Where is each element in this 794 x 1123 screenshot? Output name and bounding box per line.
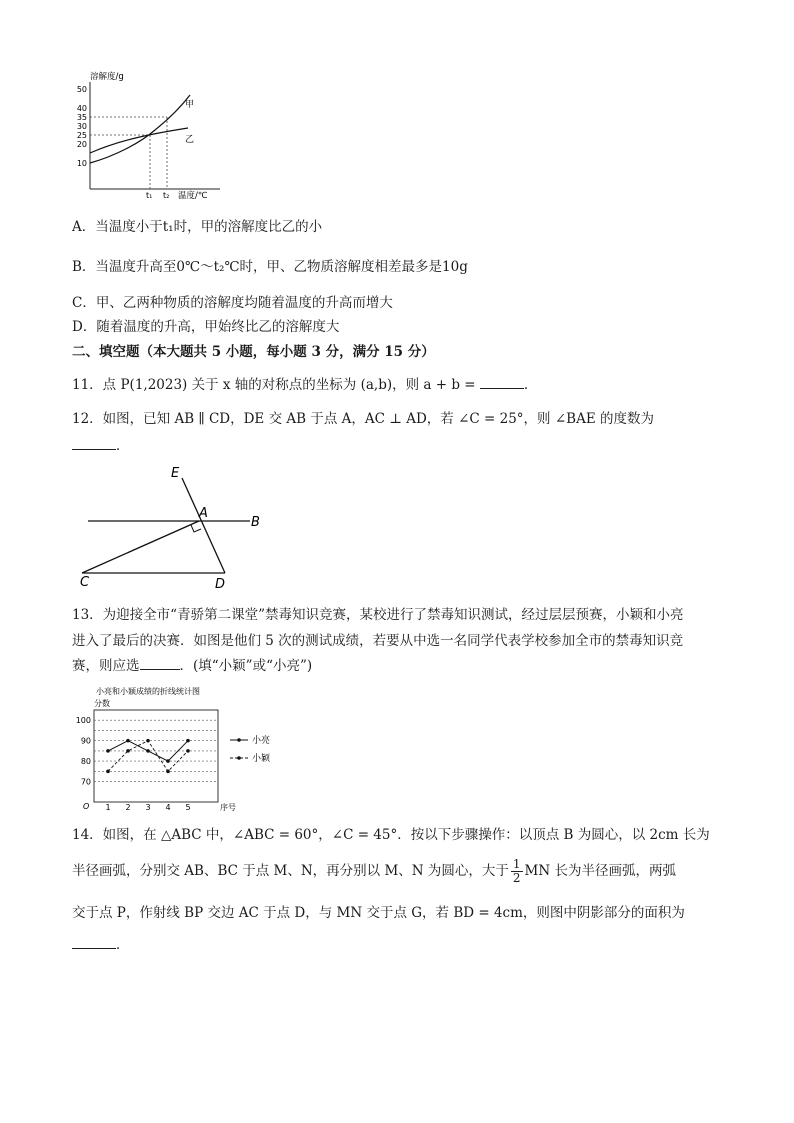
- svg-text:10: 10: [76, 159, 87, 168]
- fraction-half: 1 2: [512, 856, 521, 885]
- chart-ytick-label: 90: [80, 736, 91, 746]
- option-a: A．当温度小于t₁时，甲的溶解度比乙的小: [72, 219, 323, 235]
- legend-label: 小亮: [252, 736, 271, 746]
- question-12-answer: ．: [72, 437, 130, 455]
- fig1-yticks: [77, 85, 87, 168]
- chart-title: 小亮和小颖成绩的折线统计图: [96, 687, 200, 696]
- question-13-line3: 赛，则应选 ．(填“小颖”或“小亮”): [72, 658, 313, 674]
- answer-blank-12[interactable]: [72, 449, 116, 450]
- question-11: 11．点 P(1,2023) 关于 x 轴的对称点的坐标为 (a,b)，则 a + b = ．: [72, 377, 538, 393]
- answer-blank-14[interactable]: [72, 948, 116, 949]
- legend-label: 小颖: [252, 754, 271, 764]
- svg-text:30: 30: [76, 122, 87, 131]
- section-2-heading: 二、填空题（本大题共 5 小题，每小题 3 分，满分 15 分）: [72, 344, 435, 360]
- point-b: B: [251, 515, 260, 530]
- fig1-xtick-t2: t₂: [163, 191, 170, 200]
- data-point: [186, 749, 190, 753]
- question-13-line1: 13．为迎接全市“青骄第二课堂”禁毒知识竞赛，某校进行了禁毒知识测试，经过层层预赛，小颖和小亮: [72, 607, 684, 623]
- legend-marker: [237, 756, 241, 760]
- chart-xtick-label: 1: [105, 803, 111, 812]
- data-point: [106, 770, 110, 774]
- data-point: [166, 770, 170, 774]
- data-point: [146, 749, 150, 753]
- curve-yi-label: 乙: [185, 135, 195, 145]
- data-point: [126, 739, 130, 743]
- chart-xlabel: 序号: [220, 803, 236, 812]
- chart-ylabel: 分数: [94, 699, 110, 708]
- chart-ytick-label: 80: [80, 757, 91, 767]
- curve-yi: [90, 128, 188, 153]
- chart-xtick-label: 5: [185, 803, 191, 812]
- curve-jia-label: 甲: [185, 100, 195, 110]
- legend-marker: [237, 738, 241, 742]
- answer-blank-11[interactable]: [480, 388, 524, 389]
- fig1-xtick-t1: t₁: [146, 191, 153, 200]
- question-14-answer: ．: [72, 936, 130, 954]
- chart-ytick-label: 100: [75, 716, 91, 726]
- point-c: C: [80, 575, 90, 590]
- option-b: B．当温度升高至0℃～t₂℃时，甲、乙物质溶解度相差最多是10g: [72, 259, 468, 275]
- data-point: [146, 739, 150, 743]
- svg-text:50: 50: [76, 85, 87, 94]
- data-point: [166, 759, 170, 763]
- chart-xtick-label: 3: [145, 803, 151, 812]
- curve-jia: [90, 95, 190, 163]
- point-d: D: [215, 577, 226, 590]
- chart-origin-label: O: [83, 802, 90, 811]
- option-c: C．甲、乙两种物质的溶解度均随着温度的升高而增大: [72, 295, 393, 311]
- fig1-ylabel: 溶解度/g: [90, 72, 124, 82]
- data-point: [126, 749, 130, 753]
- chart-ytick-label: 70: [80, 777, 91, 787]
- score-line-chart: [70, 684, 290, 814]
- data-point: [106, 749, 110, 753]
- svg-text:40: 40: [76, 104, 87, 113]
- svg-text:25: 25: [76, 131, 87, 140]
- geometry-figure-12: [70, 460, 270, 590]
- question-14-line2: 半径画弧，分别交 AB、BC 于点 M、N，再分别以 M、N 为圆心，大于 1 2 MN 长为半径画弧，两弧: [72, 856, 676, 885]
- chart-xtick-label: 4: [165, 803, 171, 812]
- question-14-line3: 交于点 P，作射线 BP 交边 AC 于点 D，与 MN 交于点 G，若 BD = 4cm，则图中阴影部分的面积为: [72, 905, 685, 921]
- point-e: E: [171, 466, 180, 481]
- option-d: D．随着温度的升高，甲始终比乙的溶解度大: [72, 319, 340, 335]
- svg-text:35: 35: [76, 113, 87, 122]
- answer-blank-13[interactable]: [140, 669, 180, 670]
- data-point: [186, 739, 190, 743]
- svg-text:20: 20: [76, 140, 87, 149]
- question-14-line1: 14．如图，在 △ABC 中，∠ABC = 60°，∠C = 45°．按以下步骤操作：以顶点 B 为圆心，以 2cm 长为: [72, 827, 710, 843]
- point-a: A: [199, 506, 208, 521]
- solubility-figure: [70, 68, 230, 200]
- chart-xtick-label: 2: [125, 803, 131, 812]
- fig1-xlabel: 温度/℃: [178, 191, 208, 200]
- question-13-line2: 进入了最后的决赛．如图是他们 5 次的测试成绩，若要从中选一名同学代表学校参加全市的禁毒知识竞: [72, 633, 684, 649]
- question-12: 12．如图，已知 AB ∥ CD，DE 交 AB 于点 A，AC ⊥ AD，若 ∠C = 25°，则 ∠BAE 的度数为: [72, 411, 654, 427]
